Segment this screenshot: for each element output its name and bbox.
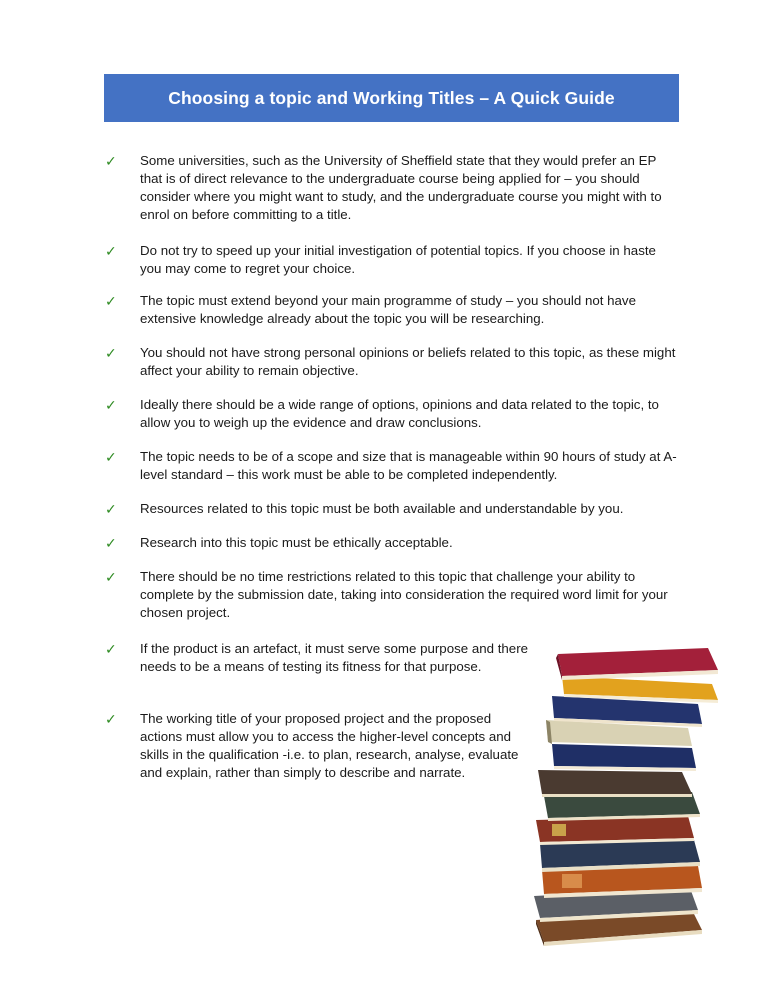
list-item-text: The topic needs to be of a scope and size that is manageable within 90 hours of study at A-level standard – this work must be able to be completed independently.	[140, 449, 677, 482]
checkmark-icon: ✓	[105, 642, 117, 658]
list-item-text: Resources related to this topic must be both available and understandable by you.	[140, 501, 624, 516]
list-item-text: Research into this topic must be ethically acceptable.	[140, 535, 453, 550]
list-item-text: You should not have strong personal opinions or beliefs related to this topic, as these might affect your ability to remain objective.	[140, 345, 676, 378]
page-title: Choosing a topic and Working Titles – A Quick Guide	[168, 87, 615, 108]
list-item-text: There should be no time restrictions related to this topic that challenge your ability to complete by the submission date, taking into consideration the required word limit for your chosen project.	[140, 569, 668, 620]
checkmark-icon: ✓	[105, 398, 117, 414]
list-item-text: Ideally there should be a wide range of options, opinions and data related to the topic, to allow you to weigh up the evidence and draw conclusions.	[140, 397, 659, 430]
title-banner	[104, 74, 679, 122]
list-item-text: Some universities, such as the University of Sheffield state that they would prefer an EP that is of direct relevance to the undergraduate course being applied for – you should consider where you might want to study, and the undergraduate course you might with to enrol on before committing to a title.	[140, 153, 662, 222]
checkmark-icon: ✓	[105, 154, 117, 170]
checkmark-icon: ✓	[105, 346, 117, 362]
checkmark-icon: ✓	[105, 502, 117, 518]
checkmark-icon: ✓	[105, 244, 117, 260]
book	[552, 744, 696, 771]
book	[556, 648, 718, 680]
checkmark-icon: ✓	[105, 294, 117, 310]
book	[538, 770, 692, 797]
stack-of-books-image	[522, 648, 722, 948]
list-item-text: The topic must extend beyond your main programme of study – you should not have extensive knowledge already about the topic you will be researching.	[140, 293, 636, 326]
checkmark-icon: ✓	[105, 450, 117, 466]
list-item-text: If the product is an artefact, it must serve some purpose and there needs to be a means of testing its fitness for that purpose.	[140, 641, 529, 674]
list-item-text: Do not try to speed up your initial investigation of potential topics. If you choose in haste you may come to regret your choice.	[140, 243, 656, 276]
checkmark-icon: ✓	[105, 536, 117, 552]
list-item-text: The working title of your proposed project and the proposed actions must allow you to access the higher-level concepts and skills in the qualification -i.e. to plan, research, analyse, evaluate and explain, rather than simply to describe and narrate.	[140, 711, 519, 780]
checkmark-icon: ✓	[105, 712, 117, 728]
checkmark-icon: ✓	[105, 570, 117, 586]
